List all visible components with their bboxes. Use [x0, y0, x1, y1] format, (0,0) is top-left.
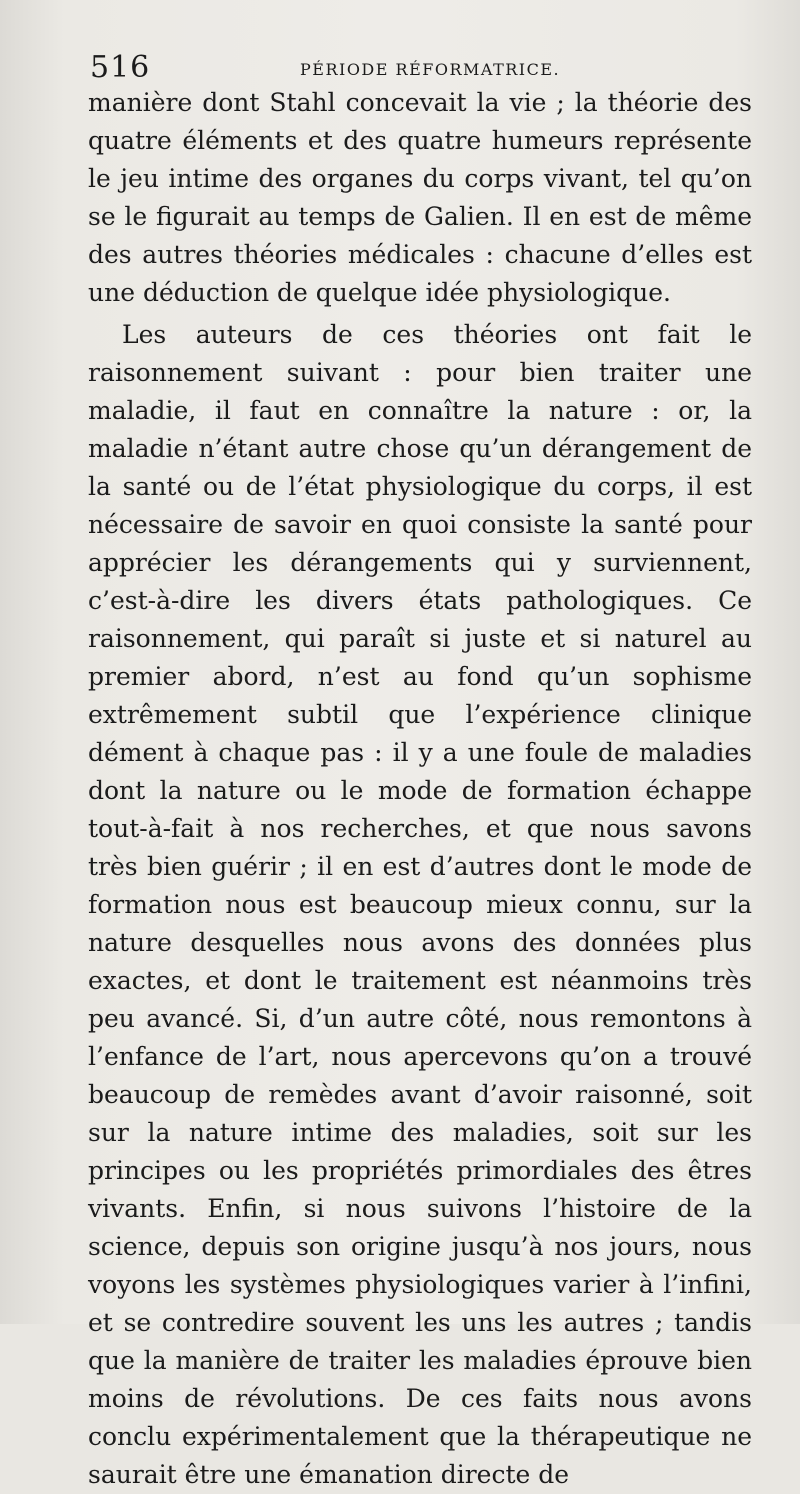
paragraph: Les auteurs de ces théories ont fait le raisonnement suivant : pour bien traiter une maladie, il faut en connaître la nature : or, la maladie n’étant autre chose qu’un dérangement de la santé ou de l’état physiologique du corps, il est nécessaire de savoir en quoi consiste la santé pour apprécier les dérangements qui y surviennent, c’est-à-dire les divers états pathologiques. Ce raisonnement, qui paraît si juste et si naturel au premier abord, n’est au fond qu’un sophisme extrêmement subtil que l’expérience clinique dément à chaque pas : il y a une foule de maladies dont la nature ou le mode de formation échappe tout-à-fait à nos recherches, et que nous savons très bien guérir ; il en est d’autres dont le mode de formation nous est beaucoup mieux connu, sur la nature desquelles nous avons des données plus exactes, et dont le traitement est néanmoins très peu avancé. Si, d’un autre côté, nous remontons à l’enfance de l’art, nous apercevons qu’on a trouvé beaucoup de remèdes avant d’avoir raisonné, soit sur la nature intime des maladies, soit sur les principes ou les propriétés primordiales des êtres vivants. Enfin, si nous suivons l’histoire de la science, depuis son origine jusqu’à nos jours, nous voyons les systèmes physiologiques varier à l’infini, et se contredire souvent les uns les autres ; tandis que la manière de traiter les maladies éprouve bien moins de révolutions. De ces faits nous avons conclu expérimentalement que la thérapeutique ne saurait être une émanation directe de — [88, 320, 752, 1489]
paragraph-continued: manière dont Stahl concevait la vie ; la théorie des quatre éléments et des quatre humeurs représente le jeu intime des organes du corps vivant, tel qu’on se le figurait au temps de Galien. Il en est de même des autres théories médicales : chacune d’elles est une déduction de quelque idée physiologique. — [88, 88, 752, 307]
body-text — [88, 84, 752, 1494]
page-number: 516 — [90, 50, 151, 85]
running-head: PÉRIODE RÉFORMATRICE. — [300, 60, 561, 79]
